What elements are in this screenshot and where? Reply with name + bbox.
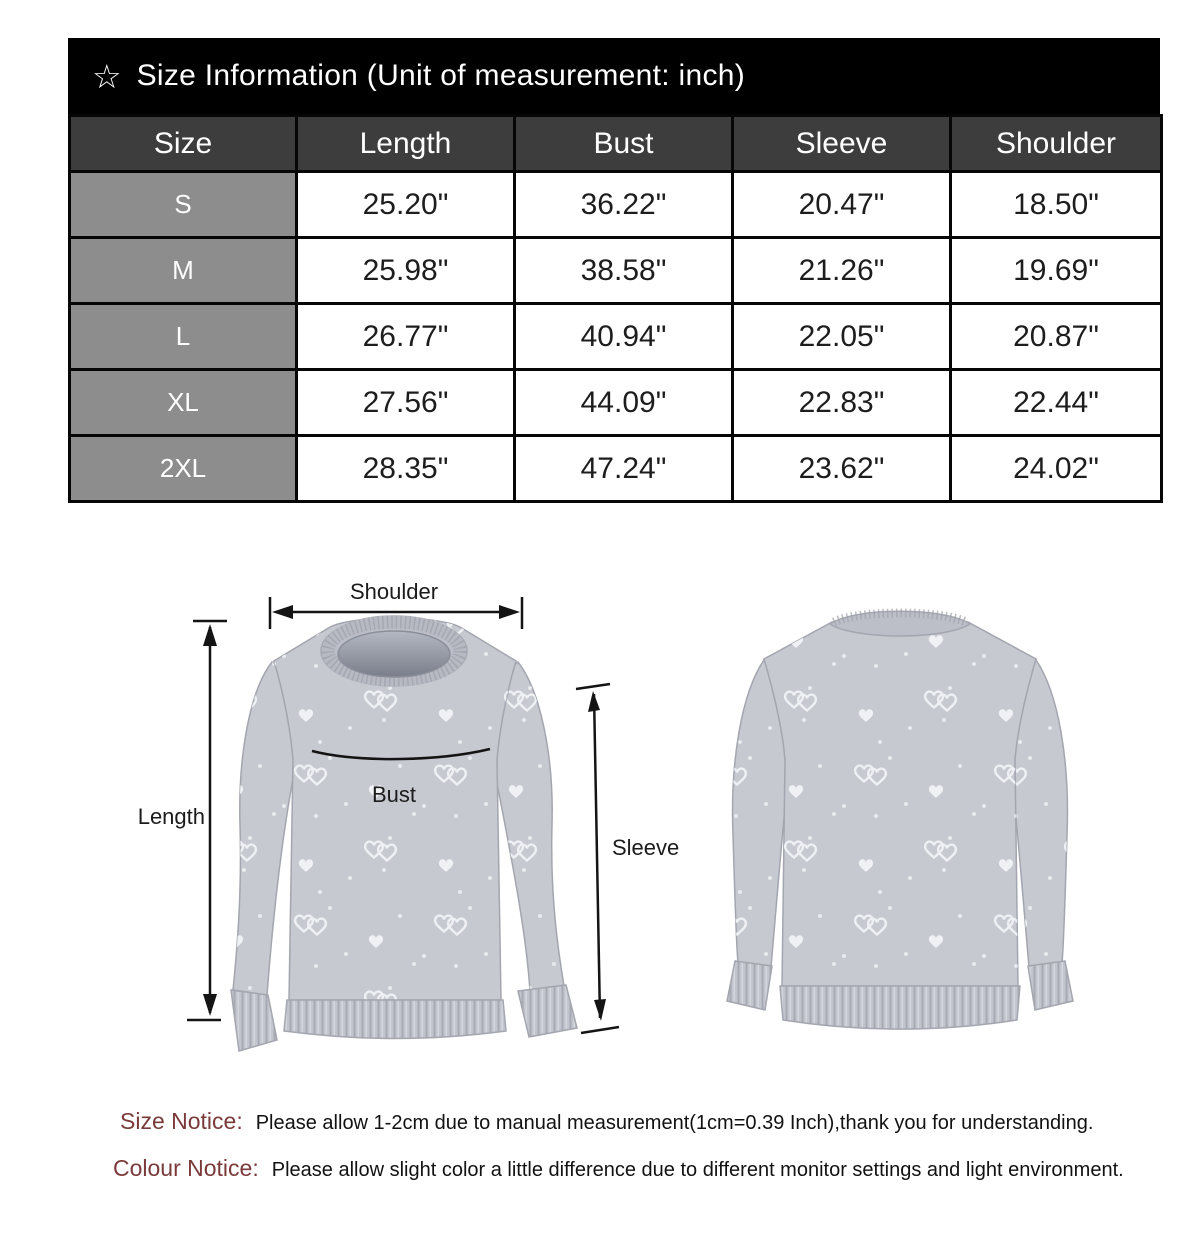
sweater-front-illustration	[231, 616, 577, 1051]
shoulder-cell: 20.87"	[951, 304, 1162, 370]
title-bar	[68, 38, 1160, 114]
sweater-diagram-svg	[0, 525, 1200, 1085]
colour-notice	[113, 1155, 1124, 1182]
star-icon: ☆	[92, 56, 122, 96]
size-notice	[120, 1108, 1093, 1135]
size-cell: 2XL	[70, 436, 297, 502]
bust-cell: 36.22"	[515, 172, 733, 238]
sweater-back-illustration	[727, 611, 1073, 1029]
size-cell: S	[70, 172, 297, 238]
header-row	[70, 116, 1162, 172]
shoulder-cell: 24.02"	[951, 436, 1162, 502]
sleeve-cell: 21.26"	[733, 238, 951, 304]
sweater-measurement-diagram	[0, 525, 1200, 1085]
size-cell: L	[70, 304, 297, 370]
shoulder-label: Shoulder	[349, 579, 439, 604]
bust-cell: 44.09"	[515, 370, 733, 436]
length-dimension-arrow	[138, 621, 227, 1020]
shoulder-cell: 19.69"	[951, 238, 1162, 304]
table-row-l	[70, 304, 1162, 370]
column-header-sleeve: Sleeve	[733, 116, 951, 172]
bust-cell: 38.58"	[515, 238, 733, 304]
sleeve-cell: 23.62"	[733, 436, 951, 502]
sleeve-cell: 20.47"	[733, 172, 951, 238]
colour-notice-label: Colour Notice:	[113, 1155, 259, 1181]
size-notice-text: Please allow 1-2cm due to manual measurement(1cm=0.39 Inch),thank you for understanding.	[255, 1112, 1094, 1134]
length-cell: 25.98"	[297, 238, 515, 304]
table-row-2xl	[70, 436, 1162, 502]
shoulder-cell: 18.50"	[951, 172, 1162, 238]
colour-notice-text: Please allow slight color a little difference due to different monitor settings and light environment.	[271, 1159, 1124, 1181]
sleeve-label: Sleeve	[612, 835, 680, 860]
size-table	[68, 114, 1163, 503]
shoulder-cell: 22.44"	[951, 370, 1162, 436]
length-cell: 26.77"	[297, 304, 515, 370]
sleeve-dimension-arrow	[576, 684, 679, 1033]
bust-cell: 47.24"	[515, 436, 733, 502]
table-row-m	[70, 238, 1162, 304]
column-header-bust: Bust	[515, 116, 733, 172]
size-notice-label: Size Notice:	[120, 1108, 243, 1134]
table-row-xl	[70, 370, 1162, 436]
sleeve-cell: 22.83"	[733, 370, 951, 436]
size-cell: XL	[70, 370, 297, 436]
length-cell: 28.35"	[297, 436, 515, 502]
table-row-s	[70, 172, 1162, 238]
size-cell: M	[70, 238, 297, 304]
length-label: Length	[137, 804, 205, 829]
length-cell: 25.20"	[297, 172, 515, 238]
page-title: Size Information (Unit of measurement: inch)	[136, 59, 746, 92]
column-header-length: Length	[297, 116, 515, 172]
column-header-shoulder: Shoulder	[951, 116, 1162, 172]
column-header-size: Size	[70, 116, 297, 172]
sleeve-cell: 22.05"	[733, 304, 951, 370]
length-cell: 27.56"	[297, 370, 515, 436]
bust-label: Bust	[371, 782, 417, 807]
bust-cell: 40.94"	[515, 304, 733, 370]
